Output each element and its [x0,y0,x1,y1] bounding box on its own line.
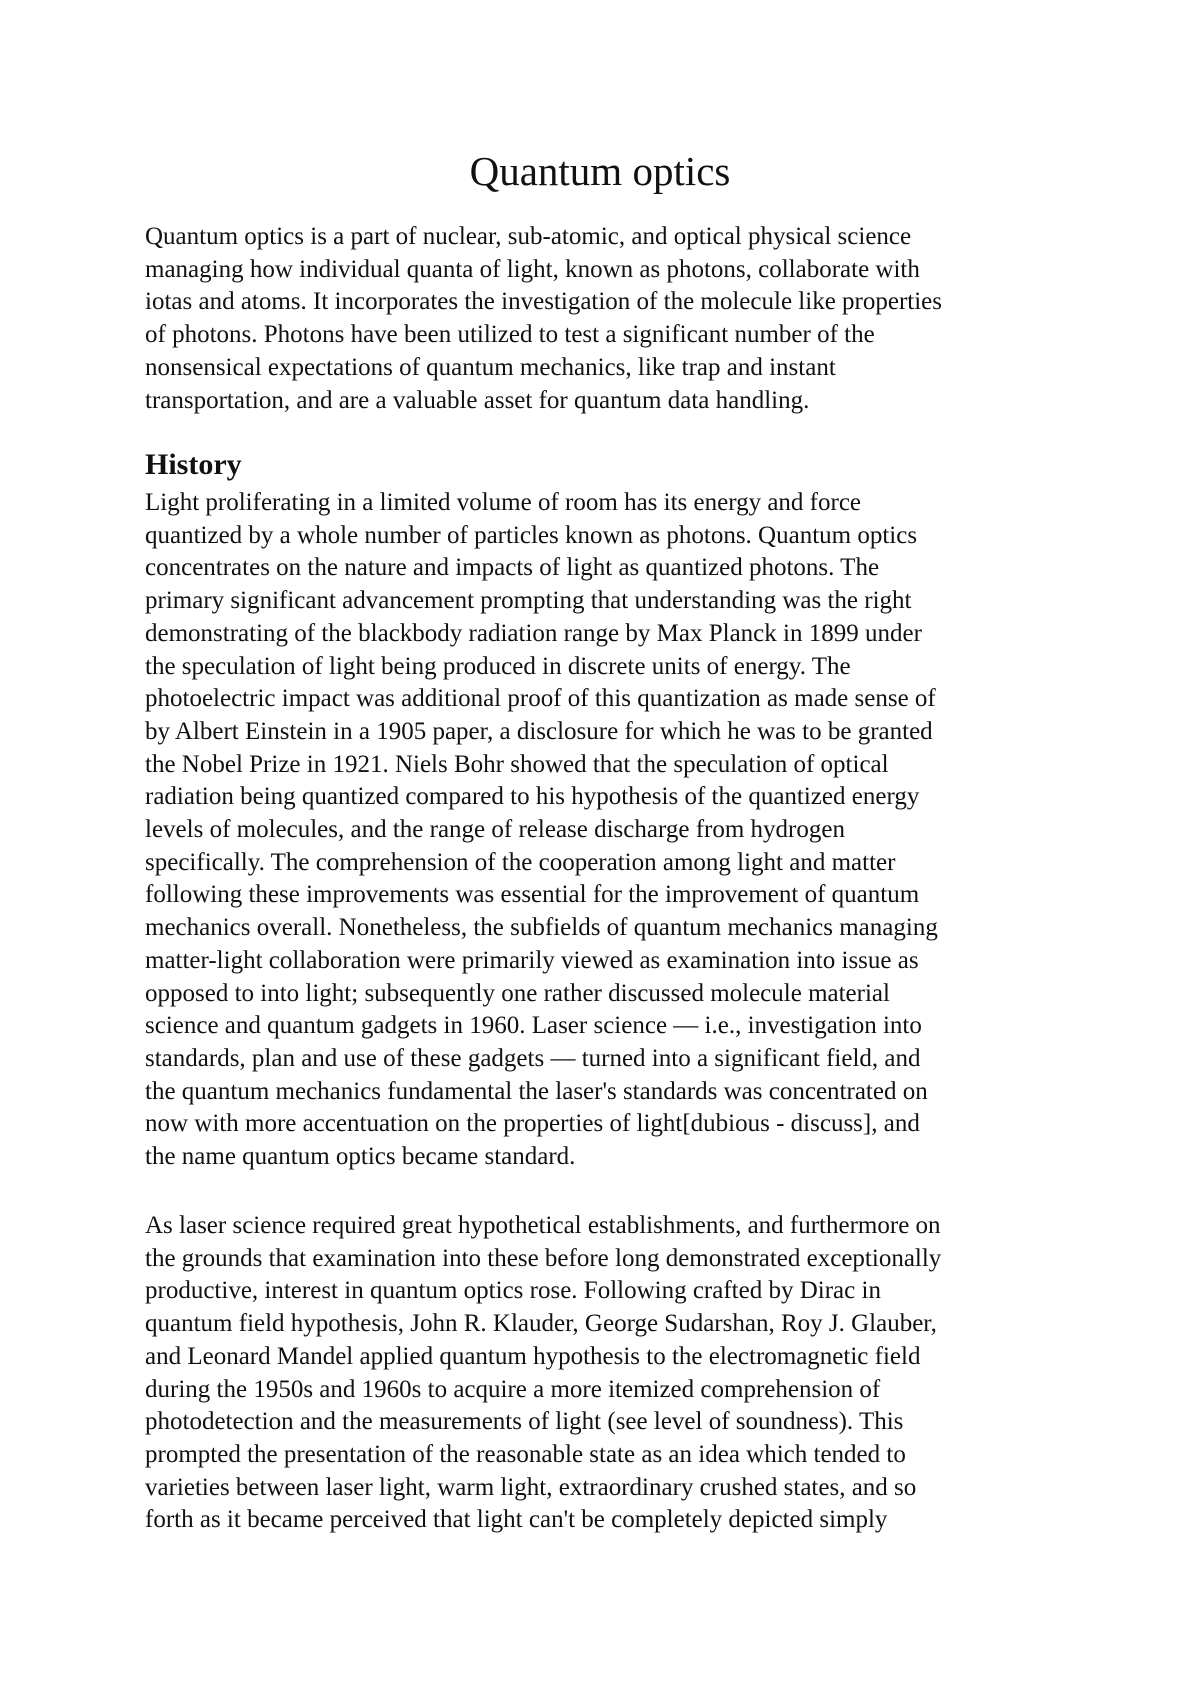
history-line: the name quantum optics became standard. [145,1143,576,1171]
history-line: matter-light collaboration were primarily viewed as examination into issue as [145,946,919,974]
intro-line: nonsensical expectations of quantum mechanics, like trap and instant [145,353,836,381]
intro-line: of photons. Photons have been utilized to test a significant number of the [145,321,875,349]
history-line: following these improvements was essential for the improvement of quantum [145,881,920,909]
history-line: during the 1950s and 1960s to acquire a more itemized comprehension of [145,1375,881,1403]
history-line: varieties between laser light, warm light, extraordinary crushed states, and so [145,1473,917,1501]
history-line: by Albert Einstein in a 1905 paper, a disclosure for which he was to be granted [145,717,933,745]
intro-line: Quantum optics is a part of nuclear, sub-atomic, and optical physical science [145,223,912,250]
history-line: the quantum mechanics fundamental the laser's standards was concentrated on [145,1077,928,1105]
history-line: productive, interest in quantum optics rose. Following crafted by Dirac in [145,1277,881,1305]
history-line: quantum field hypothesis, John R. Klauder, George Sudarshan, Roy J. Glauber, [145,1310,937,1338]
history-line: primary significant advancement prompting that understanding was the right [145,587,912,615]
history-line: Light proliferating in a limited volume of room has its energy and force [145,489,862,516]
document-title: Quantum optics [469,148,731,194]
history-line: and Leonard Mandel applied quantum hypothesis to the electromagnetic field [145,1342,921,1370]
history-paragraph-2 [145,1210,1065,1537]
history-line: demonstrating of the blackbody radiation range by Max Planck in 1899 under [145,619,922,647]
history-line: forth as it became perceived that light can't be completely depicted simply [145,1506,888,1534]
history-line: photoelectric impact was additional proof of this quantization as made sense of [145,685,936,713]
history-line: prompted the presentation of the reasonable state as an idea which tended to [145,1440,906,1468]
history-line: the speculation of light being produced in discrete units of energy. The [145,652,851,680]
history-line: the grounds that examination into these before long demonstrated exceptionally [145,1244,942,1272]
intro-paragraph [145,221,1065,417]
intro-line: transportation, and are a valuable asset for quantum data handling. [145,386,810,414]
history-line: photodetection and the measurements of light (see level of soundness). This [145,1408,904,1436]
history-line: levels of molecules, and the range of release discharge from hydrogen [145,816,845,844]
history-line: concentrates on the nature and impacts of light as quantized photons. The [145,554,880,582]
history-line: the Nobel Prize in 1921. Niels Bohr showed that the speculation of optical [145,750,889,778]
history-line: mechanics overall. Nonetheless, the subfields of quantum mechanics managing [145,914,938,942]
history-line: science and quantum gadgets in 1960. Laser science — i.e., investigation into [145,1012,922,1040]
history-line: radiation being quantized compared to his hypothesis of the quantized energy [145,783,920,811]
history-heading: History [145,448,242,481]
history-line: As laser science required great hypothetical establishments, and furthermore on [145,1212,941,1239]
history-line: standards, plan and use of these gadgets — turned into a significant field, and [145,1044,921,1072]
history-line: now with more accentuation on the properties of light[dubious - discuss], and [145,1110,920,1138]
intro-line: iotas and atoms. It incorporates the investigation of the molecule like properties [145,288,942,316]
intro-line: managing how individual quanta of light, known as photons, collaborate with [145,255,920,283]
history-line: opposed to into light; subsequently one rather discussed molecule material [145,979,890,1007]
history-line: specifically. The comprehension of the cooperation among light and matter [145,848,896,876]
history-line: quantized by a whole number of particles known as photons. Quantum optics [145,521,918,549]
history-paragraph-1 [145,487,1065,1174]
